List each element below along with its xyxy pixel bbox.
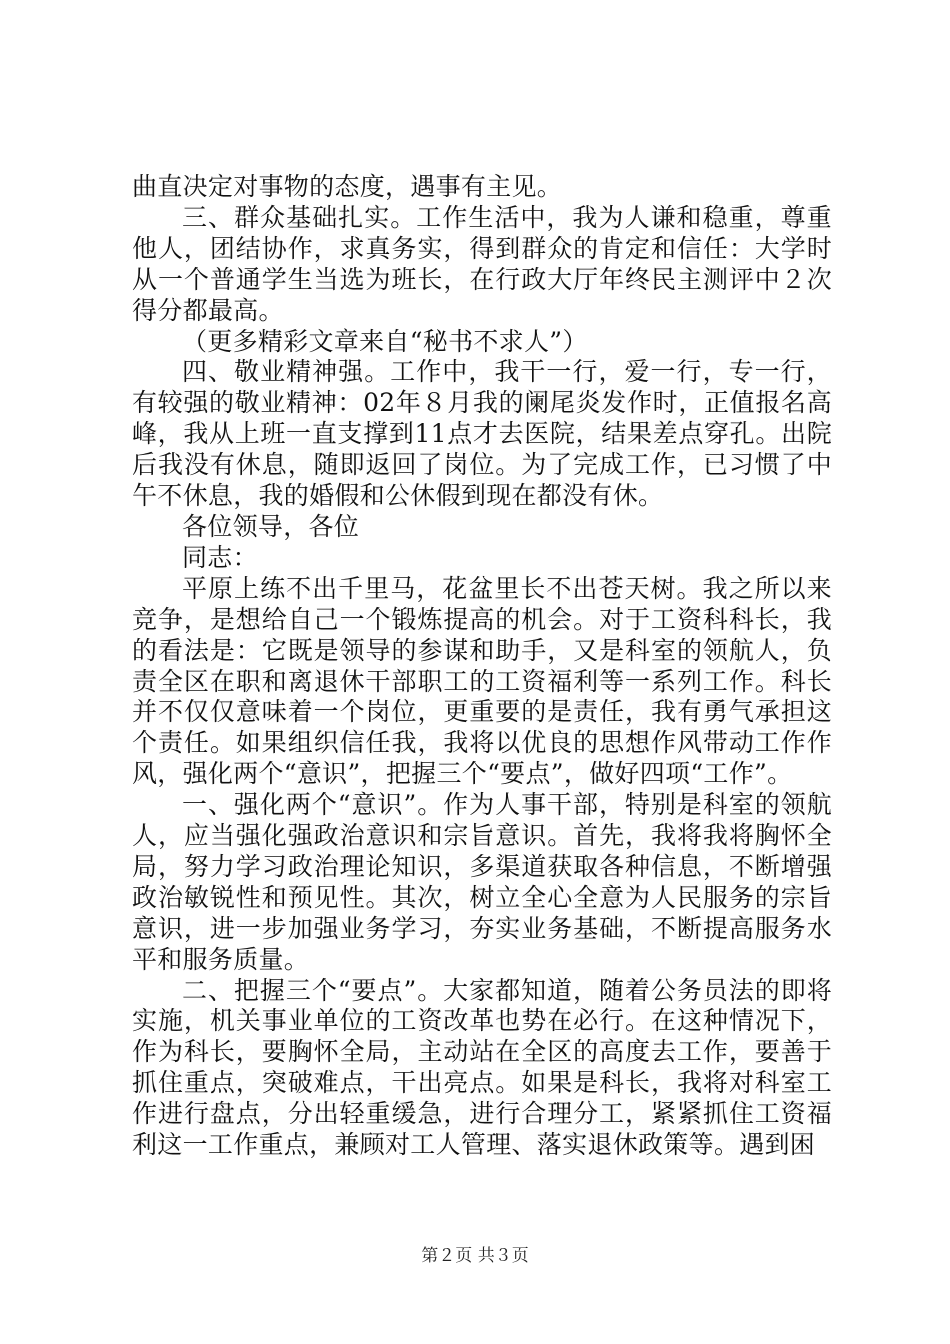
paragraph-9: 二、把握三个“要点”。大家都知道，随着公务员法的即将实施，机关事业单位的工资改革也势在必行。在这种情况下，作为科长，要胸怀全局，主动站在全区的高度去工作，要善于抓住重点，突破难点，干出亮点。如果是科长，我将对科室工作进行盘点，分出轻重缓急，进行合理分工，紧紧抓住工资福利这一工作重点，兼顾对工人管理、落实退休政策等。遇到困 xyxy=(132,975,832,1160)
paragraph-3: （更多精彩文章来自“秘书不求人”） xyxy=(182,326,588,356)
page-number-footer: 第２页 共３页 xyxy=(421,1246,529,1266)
paragraph-4: 四、敬业精神强。工作中，我干一行，爱一行，专一行，有较强的敬业精神：02年８月我的阑尾炎发作时，正值报名高峰，我从上班一直支撑到11点才去医院，结果差点穿孔。出院后我没有休息，随即返回了岗位。为了完成工作，已习惯了中午不休息，我的婚假和公休假到现在都没有休。 xyxy=(132,357,832,511)
paragraph-1: 曲直决定对事物的态度，遇事有主见。 xyxy=(132,172,563,201)
document-body xyxy=(132,172,832,1161)
paragraph-7: 平原上练不出千里马，花盆里长不出苍天树。我之所以来竞争，是想给自己一个锻炼提高的机会。对于工资科科长，我的看法是：它既是领导的参谋和助手，又是科室的领航人，负责全区在职和离退休干部职工的工资福利等一系列工作。科长并不仅仅意味着一个岗位，更重要的是责任，我有勇气承担这个责任。如果组织信任我，我将以优良的思想作风带动工作作风，强化两个“意识”，把握三个“要点”，做好四项“工作”。 xyxy=(132,573,832,789)
paragraph-5: 各位领导，各位 xyxy=(182,511,360,541)
paragraph-8: 一、强化两个“意识”。作为人事干部，特别是科室的领航人，应当强化强政治意识和宗旨意识。首先，我将我将胸怀全局，努力学习政治理论知识，多渠道获取各种信息，不断增强政治敏锐性和预见性。其次，树立全心全意为人民服务的宗旨意识，进一步加强业务学习，夯实业务基础，不断提高服务水平和服务质量。 xyxy=(132,790,832,974)
paragraph-2: 三、群众基础扎实。工作生活中，我为人谦和稳重，尊重他人，团结协作，求真务实，得到群众的肯定和信任：大学时从一个普通学生当选为班长，在行政大厅年终民主测评中２次得分都最高。 xyxy=(132,202,832,325)
paragraph-6: 同志： xyxy=(182,542,258,572)
